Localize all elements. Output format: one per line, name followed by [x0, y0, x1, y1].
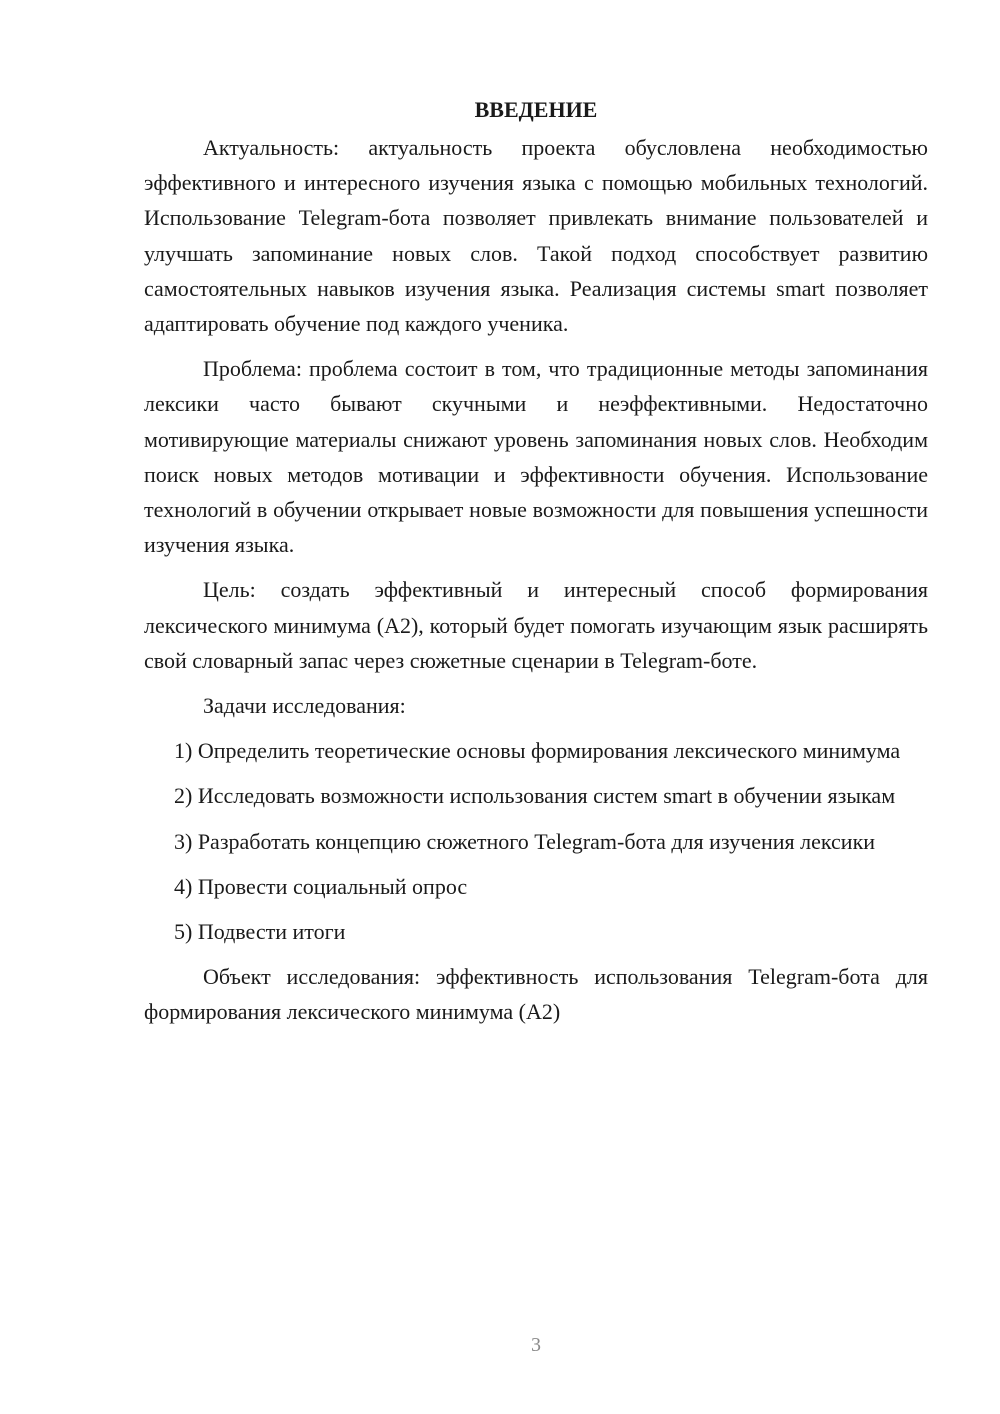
goal-paragraph: Цель: создать эффективный и интересный способ формирования лексического минимума (А2), который будет помогать изучающим язык расширять свой словарный запас через сюжетные сценарии в Telegram-боте.: [144, 577, 928, 673]
task-item-1: 1) Определить теоретические основы формирования лексического минимума: [174, 738, 901, 764]
page-number: 3: [531, 1334, 541, 1356]
relevance-paragraph: Актуальность: актуальность проекта обусловлена необходимостью эффективного и интересного изучения языка с помощью мобильных технологий. Использование Telegram-бота позволяет привлекать внимание пользователей и улучшать запоминание новых слов. Такой подход способствует развитию самостоятельных навыков изучения языка. Реализация системы smart позволяет адаптировать обучение под каждого ученика.: [144, 135, 928, 337]
tasks-list: [144, 733, 928, 949]
task-item-5: 5) Подвести итоги: [174, 919, 346, 945]
page-content: [144, 92, 928, 1040]
problem-paragraph: Проблема: проблема состоит в том, что традиционные методы запоминания лексики часто бывают скучными и неэффективными. Недостаточно мотивирующие материалы снижают уровень запоминания новых слов. Необходим поиск новых методов мотивации и эффективности обучения. Использование технологий в обучении открывает новые возможности для повышения успешности изучения языка.: [144, 356, 928, 558]
task-item-4: 4) Провести социальный опрос: [174, 873, 468, 899]
task-item-2: 2) Исследовать возможности использования систем smart в обучении языкам: [174, 783, 896, 809]
object-paragraph: Объект исследования: эффективность использования Telegram-бота для формирования лексического минимума (А2): [144, 964, 928, 1025]
tasks-heading: Задачи исследования:: [203, 693, 406, 719]
task-item-3: 3) Разработать концепцию сюжетного Telegram-бота для изучения лексики: [174, 828, 876, 854]
page-title: ВВЕДЕНИЕ: [474, 97, 598, 122]
